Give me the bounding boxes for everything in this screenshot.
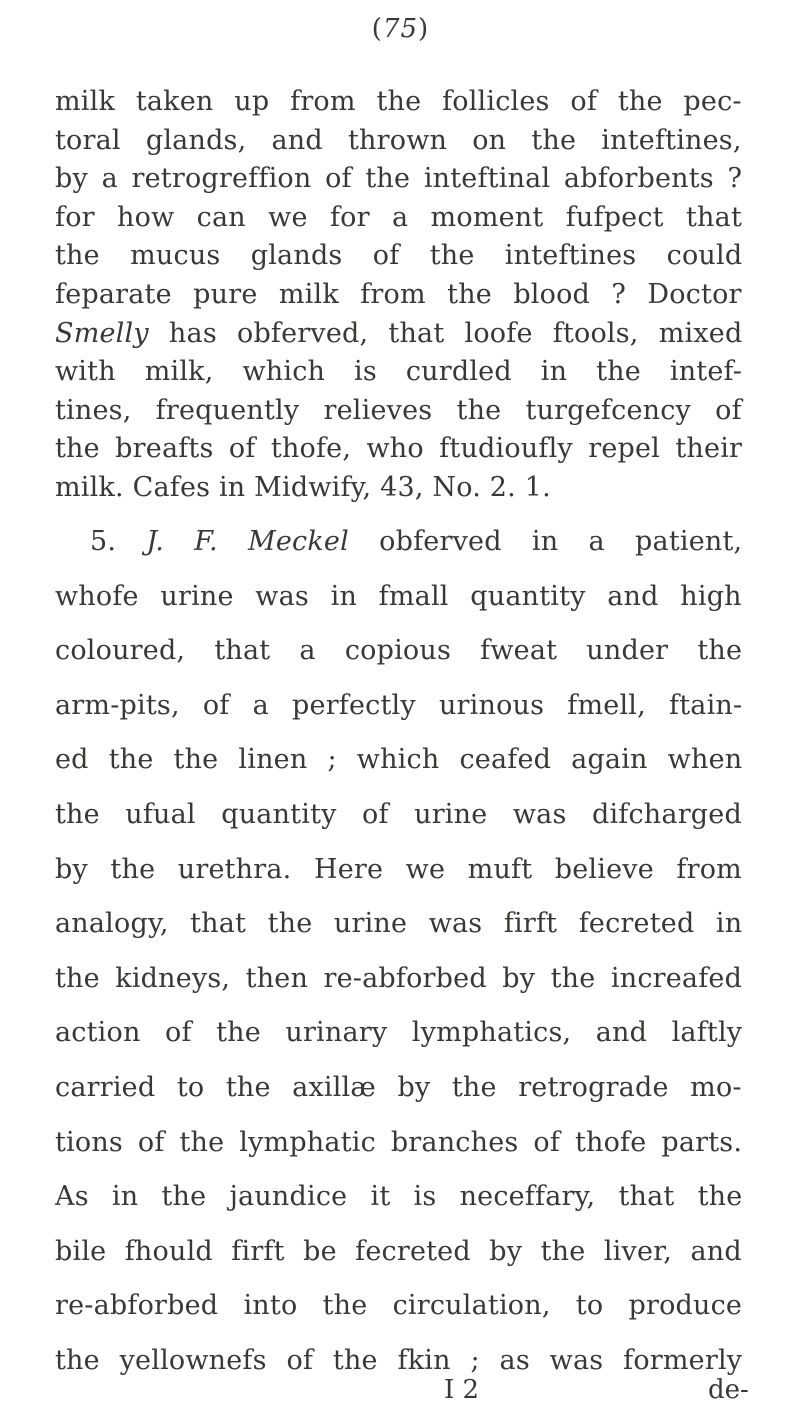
text-line: ed the the linen ; which ceafed again when — [55, 744, 743, 776]
text-line: tines, frequently relieves the turgefcency of — [55, 394, 742, 426]
text-line: re-abforbed into the circulation, to produce — [55, 1290, 743, 1322]
page-number-value: 75 — [382, 14, 419, 44]
text-line: the breafts of thofe, who ftudioufly repel their — [55, 433, 743, 465]
author-name-italic: J. F. Meckel — [146, 526, 349, 557]
text-line: As in the jaundice it is neceffary, that the — [55, 1181, 743, 1213]
text-line: whofe urine was in fmall quantity and high — [55, 580, 742, 612]
text-line: carried to the axillæ by the retrograde mo- — [55, 1072, 742, 1103]
text-line: the ufual quantity of urine was difcharged — [55, 799, 742, 830]
text-line: tions of the lymphatic branches of thofe parts. — [55, 1126, 743, 1158]
section-number: 5. — [90, 526, 147, 557]
text-line: milk taken up from the follicles of the pec- — [55, 86, 742, 117]
page-number — [0, 14, 801, 44]
signature-mark: I 2 — [444, 1375, 480, 1405]
catchword: de- — [708, 1375, 749, 1405]
text-line: milk. Cafes in Midwify, 43, No. 2. 1. — [55, 472, 551, 503]
text-line: analogy, that the urine was firft fecreted in — [55, 908, 743, 940]
text-line: by the urethra. Here we muft believe from — [55, 853, 742, 885]
text-line: bile fhould firft be fecreted by the liver, and — [55, 1235, 742, 1267]
text-line — [55, 318, 742, 350]
text-line: coloured, that a copious fweat under the — [55, 635, 743, 667]
text-line: by a retrogreffion of the inteftinal abforbents ? — [55, 163, 743, 195]
page-number-close-paren: ) — [418, 14, 430, 44]
author-name-italic: Smelly — [55, 317, 149, 349]
page-number-open-paren: ( — [371, 14, 383, 44]
text-line: the yellownefs of the fkin ; as was formerly — [55, 1345, 743, 1376]
text-line: action of the urinary lymphatics, and laftly — [55, 1017, 743, 1049]
text-line: toral glands, and thrown on the inteftines, — [55, 124, 742, 156]
text-line-rest: obferved in a patient, — [348, 526, 743, 557]
text-line: feparate pure milk from the blood ? Doctor — [55, 279, 742, 310]
text-line: arm-pits, of a perfectly urinous fmell, ftain- — [55, 689, 743, 721]
text-line-rest: has obferved, that loofe ftools, mixed — [148, 317, 743, 349]
text-line — [90, 526, 742, 558]
text-line: the mucus glands of the inteftines could — [55, 240, 743, 272]
text-line: with milk, which is curdled in the intef- — [55, 356, 743, 388]
text-line: the kidneys, then re-abforbed by the increafed — [55, 962, 743, 994]
text-line: for how can we for a moment fufpect that — [55, 201, 742, 233]
